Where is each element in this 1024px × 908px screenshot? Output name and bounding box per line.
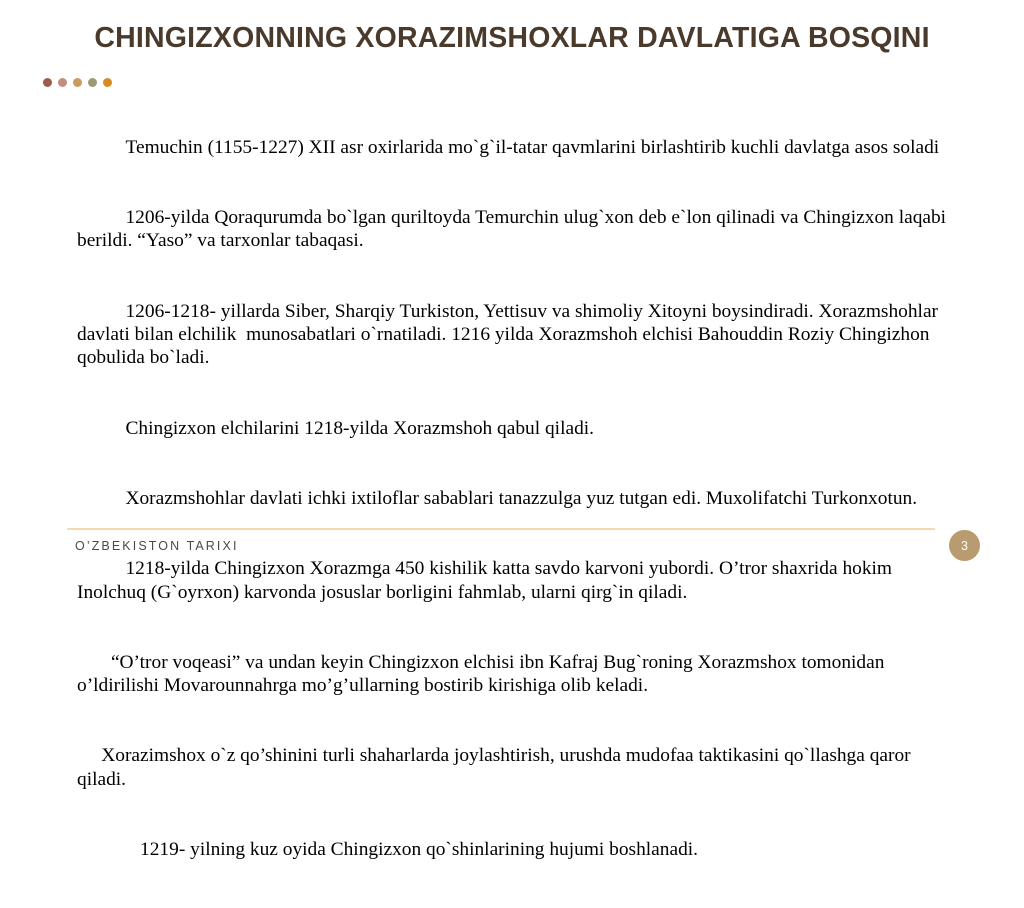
body-paragraph: Xorazmshohlar davlati ichki ixtiloflar sabablari tanazzulga yuz tutgan edi. Muxolifatchi Turkonxotun. bbox=[77, 487, 918, 509]
body-paragraph: Temuchin (1155-1227) XII asr oxirlarida mo`g`il-tatar qavmlarini birlashtirib kuchli davlatga asos soladi bbox=[77, 136, 940, 158]
slide-body-text bbox=[77, 89, 957, 908]
decor-dot-1-icon bbox=[43, 78, 52, 87]
decor-dot-5-icon bbox=[103, 78, 112, 87]
decor-dot-2-icon bbox=[58, 78, 67, 87]
body-paragraph: “O’tror voqeasi” va undan keyin Chingizxon elchisi ibn Kafraj Bug`roning Xorazmshox tomonidan o’ldirilishi Movarounnahrga mo’g’ullarning bostirib kirishiga olib keladi. bbox=[77, 651, 890, 697]
decor-dot-4-icon bbox=[88, 78, 97, 87]
page-number-badge: 3 bbox=[949, 530, 980, 561]
body-paragraph: 1219- yilning kuz oyida Chingizxon qo`shinlarining hujumi boshlanadi. bbox=[77, 839, 698, 860]
page-title: CHINGIZXONNING XORAZIMSHOXLAR DAVLATIGA BOSQINI bbox=[94, 22, 930, 54]
decorative-dots bbox=[43, 78, 112, 87]
body-paragraph: Xorazimshox o`z qo’shinini turli shaharlarda joylashtirish, urushda mudofaa taktikasini qo`llashga qaror qiladi. bbox=[77, 745, 916, 790]
body-paragraph: 1218-yilda Chingizxon Xorazmga 450 kishilik katta savdo karvoni yubordi. O’tror shaxrida hokim Inolchuq (G`oyrxon) karvonda josuslar borligini fahmlab, ularni qirg`in qiladi. bbox=[77, 558, 897, 603]
body-paragraph: 1206-1218- yillarda Siber, Sharqiy Turkiston, Yettisuv va shimoliy Xitoyni boysindiradi. Xorazmshohlar davlati bilan elchilik munosabatlari o`rnatiladi. 1216 yilda Xorazmshoh elchisi Bahouddin Roziy Chingizhon qobulida bo`ladi. bbox=[77, 300, 943, 369]
body-paragraph: 1206-yilda Qoraqurumda bo`lgan quriltoyda Temurchin ulug`xon deb e`lon qilinadi va Chingizxon laqabi berildi. “Yaso” va tarxonlar tabaqasi. bbox=[77, 207, 951, 252]
decor-dot-3-icon bbox=[73, 78, 82, 87]
footer-label: O’ZBEKISTON TARIXI bbox=[75, 539, 239, 553]
body-paragraph: Chingizxon elchilarini 1218-yilda Xorazmshoh qabul qiladi. bbox=[77, 417, 594, 439]
footer-divider bbox=[67, 528, 935, 530]
